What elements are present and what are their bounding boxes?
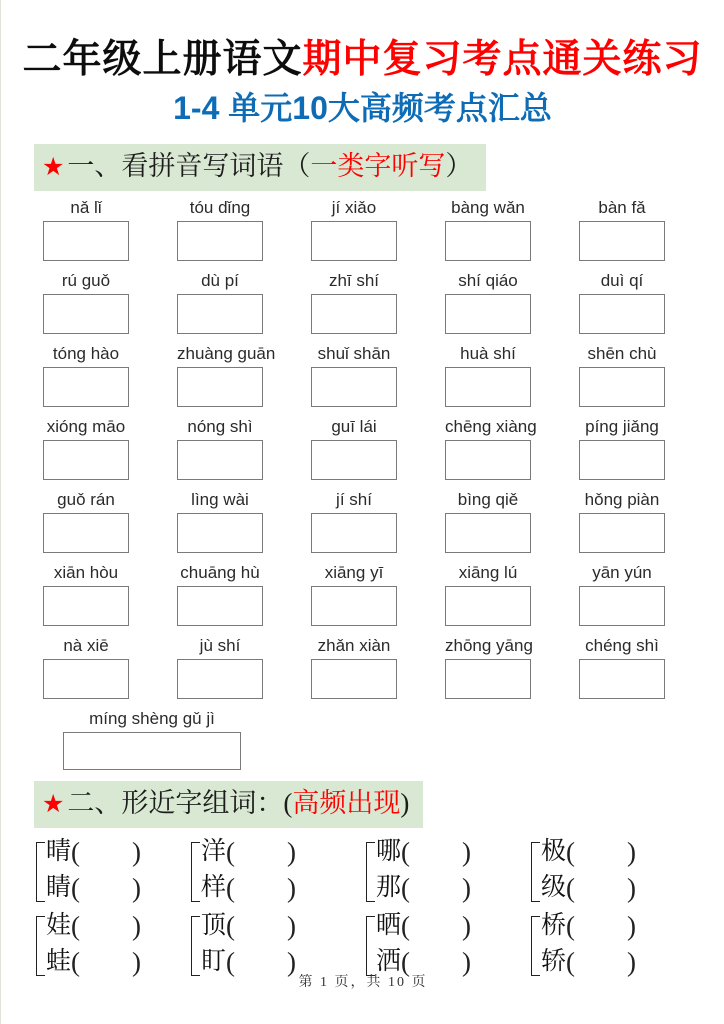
pinyin-cell bbox=[579, 417, 713, 480]
pinyin-cell bbox=[43, 271, 177, 334]
answer-box bbox=[579, 659, 665, 699]
answer-box bbox=[445, 586, 531, 626]
pinyin-label: xiāng lú bbox=[458, 563, 518, 582]
paren-close: ) bbox=[287, 946, 297, 977]
pinyin-row-4 bbox=[43, 417, 724, 480]
character: 顶 bbox=[201, 912, 227, 939]
character: 哪 bbox=[376, 838, 402, 865]
left-bracket-icon bbox=[531, 916, 540, 976]
pinyin-cell bbox=[445, 417, 579, 480]
pinyin-cell bbox=[177, 490, 311, 553]
pinyin-label: tóu dǐng bbox=[189, 198, 251, 217]
left-bracket-icon bbox=[191, 842, 200, 902]
answer-box bbox=[43, 659, 129, 699]
answer-box bbox=[177, 367, 263, 407]
character: 晴 bbox=[46, 838, 72, 865]
pinyin-label: míng shèng gǔ jì bbox=[89, 709, 215, 728]
answer-box bbox=[177, 294, 263, 334]
pinyin-cell bbox=[311, 563, 445, 626]
answer-box bbox=[43, 367, 129, 407]
answer-box bbox=[177, 440, 263, 480]
pair-line bbox=[201, 870, 296, 906]
pinyin-cell bbox=[579, 490, 713, 553]
page-subtitle: 1-4 单元10大高频考点汇总 bbox=[173, 90, 552, 126]
paren-close: ) bbox=[462, 946, 472, 977]
answer-box bbox=[177, 221, 263, 261]
answer-box bbox=[311, 659, 397, 699]
pair-group bbox=[191, 908, 366, 980]
paren-close: ) bbox=[462, 910, 472, 941]
section1-header bbox=[34, 144, 486, 191]
left-bracket-icon bbox=[366, 916, 375, 976]
paren-open: ( bbox=[401, 872, 411, 903]
paren-open: ( bbox=[226, 946, 236, 977]
pinyin-label: jí shí bbox=[336, 490, 372, 509]
answer-box bbox=[311, 586, 397, 626]
character: 娃 bbox=[46, 912, 72, 939]
left-bracket-icon bbox=[36, 916, 45, 976]
pinyin-cell bbox=[43, 563, 177, 626]
paren-close: ) bbox=[462, 836, 472, 867]
pinyin-label: shēn chù bbox=[587, 344, 657, 363]
pinyin-label: bàn fǎ bbox=[598, 198, 646, 217]
answer-box bbox=[445, 440, 531, 480]
section2-heading-text: 二、形近字组词： bbox=[67, 788, 284, 818]
character: 洒 bbox=[376, 948, 402, 975]
pair-line bbox=[46, 870, 141, 906]
pinyin-cell bbox=[445, 563, 579, 626]
paren-open: ( bbox=[226, 836, 236, 867]
section1-heading-text: 一、看拼音写词语 bbox=[67, 151, 284, 181]
pinyin-label: bàng wǎn bbox=[451, 198, 525, 217]
pinyin-cell bbox=[579, 198, 713, 261]
character: 洋 bbox=[201, 838, 227, 865]
pinyin-label: nà xiē bbox=[63, 636, 109, 655]
pinyin-cell bbox=[177, 344, 311, 407]
answer-box bbox=[579, 294, 665, 334]
pair-group bbox=[366, 834, 531, 906]
character: 样 bbox=[201, 874, 227, 901]
page-title bbox=[1, 0, 724, 84]
pinyin-label: tóng hào bbox=[52, 344, 120, 363]
paren-close: ) bbox=[627, 872, 637, 903]
answer-box bbox=[579, 440, 665, 480]
pinyin-cell bbox=[445, 271, 579, 334]
pair-group bbox=[531, 908, 686, 980]
pinyin-row-7 bbox=[43, 636, 724, 699]
paren-close: ) bbox=[132, 910, 142, 941]
pair-group bbox=[366, 908, 531, 980]
paren-close: ) bbox=[627, 946, 637, 977]
pinyin-row-2 bbox=[43, 271, 724, 334]
pinyin-cell bbox=[445, 344, 579, 407]
pinyin-cell bbox=[311, 417, 445, 480]
character: 级 bbox=[541, 874, 567, 901]
pair-group bbox=[531, 834, 686, 906]
pinyin-cell bbox=[579, 271, 713, 334]
answer-box bbox=[43, 586, 129, 626]
answer-box bbox=[311, 440, 397, 480]
paren-open: ( bbox=[401, 946, 411, 977]
paren-close: ) bbox=[132, 946, 142, 977]
paren-open: ( bbox=[71, 946, 81, 977]
pinyin-label: zhōng yāng bbox=[445, 636, 533, 655]
pinyin-cell bbox=[43, 417, 177, 480]
answer-box bbox=[43, 513, 129, 553]
character: 睛 bbox=[46, 874, 72, 901]
pinyin-label: xióng māo bbox=[46, 417, 126, 436]
pinyin-label: shí qiáo bbox=[458, 271, 518, 290]
answer-box bbox=[43, 440, 129, 480]
answer-box bbox=[177, 586, 263, 626]
pair-line bbox=[376, 834, 471, 870]
pinyin-label: xiāng yī bbox=[324, 563, 384, 582]
pinyin-label: zhuàng guān bbox=[177, 344, 276, 363]
pinyin-row-1 bbox=[43, 198, 724, 261]
left-bracket-icon bbox=[191, 916, 200, 976]
character: 晒 bbox=[376, 912, 402, 939]
paren-close: ) bbox=[627, 836, 637, 867]
section1-paren-open: （ bbox=[283, 151, 311, 181]
pair-line bbox=[46, 834, 141, 870]
paren-open: ( bbox=[71, 836, 81, 867]
answer-box bbox=[177, 659, 263, 699]
answer-box bbox=[579, 367, 665, 407]
pinyin-row-3 bbox=[43, 344, 724, 407]
paren-close: ) bbox=[132, 872, 142, 903]
star-icon: ★ bbox=[42, 791, 65, 818]
pinyin-label: duì qí bbox=[600, 271, 644, 290]
answer-box bbox=[43, 294, 129, 334]
paren-open: ( bbox=[71, 910, 81, 941]
left-bracket-icon bbox=[366, 842, 375, 902]
pinyin-label: yān yún bbox=[592, 563, 652, 582]
page-number-footer: 第 1 页，共 10 页 bbox=[298, 975, 428, 990]
answer-box bbox=[445, 367, 531, 407]
pinyin-cell bbox=[445, 636, 579, 699]
pinyin-label: bìng qiě bbox=[457, 490, 519, 509]
section2-header-row bbox=[34, 781, 724, 828]
answer-box bbox=[445, 221, 531, 261]
title-black-part: 二年级上册语文 bbox=[22, 38, 303, 81]
pinyin-label: píng jiǎng bbox=[585, 417, 659, 436]
character: 盯 bbox=[201, 948, 227, 975]
section1-paren-close: ） bbox=[445, 151, 473, 181]
pinyin-cell bbox=[177, 563, 311, 626]
pinyin-cell bbox=[311, 344, 445, 407]
paren-open: ( bbox=[566, 836, 576, 867]
answer-box bbox=[311, 513, 397, 553]
pinyin-cell bbox=[43, 198, 177, 261]
pair-line bbox=[541, 834, 636, 870]
paren-open: ( bbox=[566, 946, 576, 977]
pinyin-cell-wide bbox=[63, 709, 241, 770]
section2-header bbox=[34, 781, 423, 828]
pinyin-label: hǒng piàn bbox=[584, 490, 660, 509]
pinyin-cell bbox=[43, 490, 177, 553]
pinyin-cell bbox=[579, 344, 713, 407]
answer-box bbox=[579, 513, 665, 553]
paren-close: ) bbox=[462, 872, 472, 903]
pinyin-cell bbox=[311, 490, 445, 553]
pinyin-label: jù shí bbox=[199, 636, 241, 655]
pinyin-label: xiān hòu bbox=[53, 563, 119, 582]
pinyin-cell bbox=[177, 271, 311, 334]
pinyin-label: nǎ lǐ bbox=[70, 198, 102, 217]
character: 那 bbox=[376, 874, 402, 901]
pair-line bbox=[541, 908, 636, 944]
pinyin-label: guī lái bbox=[331, 417, 377, 436]
answer-box bbox=[311, 367, 397, 407]
pair-group bbox=[36, 834, 191, 906]
paren-close: ) bbox=[287, 910, 297, 941]
pair-line bbox=[541, 870, 636, 906]
pinyin-cell bbox=[311, 636, 445, 699]
pinyin-label: jí xiǎo bbox=[331, 198, 377, 217]
pinyin-label: dù pí bbox=[201, 271, 239, 290]
pinyin-cell bbox=[43, 344, 177, 407]
pinyin-row-6 bbox=[43, 563, 724, 626]
section2-paren-close: ) bbox=[400, 788, 410, 818]
section1-header-row bbox=[34, 144, 724, 191]
pair-row-2 bbox=[36, 908, 724, 980]
answer-box-wide bbox=[63, 732, 241, 770]
section2-paren-open: ( bbox=[283, 788, 293, 818]
paren-open: ( bbox=[226, 872, 236, 903]
left-bracket-icon bbox=[531, 842, 540, 902]
pinyin-cell bbox=[311, 271, 445, 334]
paren-open: ( bbox=[401, 910, 411, 941]
pinyin-label: guǒ rán bbox=[57, 490, 115, 509]
character: 桥 bbox=[541, 912, 567, 939]
paren-close: ) bbox=[132, 836, 142, 867]
answer-box bbox=[579, 221, 665, 261]
pair-group bbox=[36, 908, 191, 980]
pinyin-label: nóng shì bbox=[187, 417, 253, 436]
pinyin-cell bbox=[177, 417, 311, 480]
answer-box bbox=[177, 513, 263, 553]
character: 轿 bbox=[541, 948, 567, 975]
pinyin-label: lìng wài bbox=[191, 490, 249, 509]
pinyin-label: zhǎn xiàn bbox=[317, 636, 391, 655]
paren-close: ) bbox=[287, 872, 297, 903]
answer-box bbox=[579, 586, 665, 626]
answer-box bbox=[43, 221, 129, 261]
paren-open: ( bbox=[566, 872, 576, 903]
pair-line bbox=[201, 834, 296, 870]
answer-box bbox=[445, 659, 531, 699]
pair-group bbox=[191, 834, 366, 906]
answer-box bbox=[445, 513, 531, 553]
pinyin-label: chéng shì bbox=[585, 636, 659, 655]
character-pairs-section bbox=[36, 834, 724, 980]
pinyin-label: huà shí bbox=[460, 344, 516, 363]
pair-line bbox=[46, 908, 141, 944]
pinyin-label: rú guǒ bbox=[61, 271, 111, 290]
answer-box bbox=[311, 294, 397, 334]
paren-open: ( bbox=[226, 910, 236, 941]
pair-line bbox=[201, 908, 296, 944]
pinyin-cell bbox=[177, 198, 311, 261]
character: 极 bbox=[541, 838, 567, 865]
title-red-part: 期中复习考点通关练习 bbox=[302, 38, 703, 81]
answer-box bbox=[445, 294, 531, 334]
pair-row-1 bbox=[36, 834, 724, 906]
pinyin-row-8 bbox=[43, 709, 724, 770]
pinyin-label: chēng xiàng bbox=[445, 417, 537, 436]
pinyin-cell bbox=[177, 636, 311, 699]
left-bracket-icon bbox=[36, 842, 45, 902]
paren-open: ( bbox=[71, 872, 81, 903]
paren-open: ( bbox=[566, 910, 576, 941]
character: 蛙 bbox=[46, 948, 72, 975]
pinyin-grid bbox=[43, 198, 724, 770]
pinyin-cell bbox=[445, 198, 579, 261]
pinyin-label: shuǐ shān bbox=[317, 344, 391, 363]
pinyin-label: chuāng hù bbox=[180, 563, 260, 582]
pinyin-row-5 bbox=[43, 490, 724, 553]
pair-line bbox=[376, 870, 471, 906]
section2-heading-red: 高频出现 bbox=[292, 788, 401, 818]
pinyin-cell bbox=[311, 198, 445, 261]
pinyin-cell bbox=[579, 636, 713, 699]
pinyin-cell bbox=[43, 636, 177, 699]
paren-open: ( bbox=[401, 836, 411, 867]
pair-line bbox=[376, 908, 471, 944]
section1-heading-red: 一类字听写 bbox=[310, 151, 446, 181]
star-icon: ★ bbox=[42, 154, 65, 181]
paren-close: ) bbox=[627, 910, 637, 941]
paren-close: ) bbox=[287, 836, 297, 867]
pinyin-label: zhī shí bbox=[328, 271, 380, 290]
pinyin-cell bbox=[445, 490, 579, 553]
answer-box bbox=[311, 221, 397, 261]
pinyin-cell bbox=[579, 563, 713, 626]
